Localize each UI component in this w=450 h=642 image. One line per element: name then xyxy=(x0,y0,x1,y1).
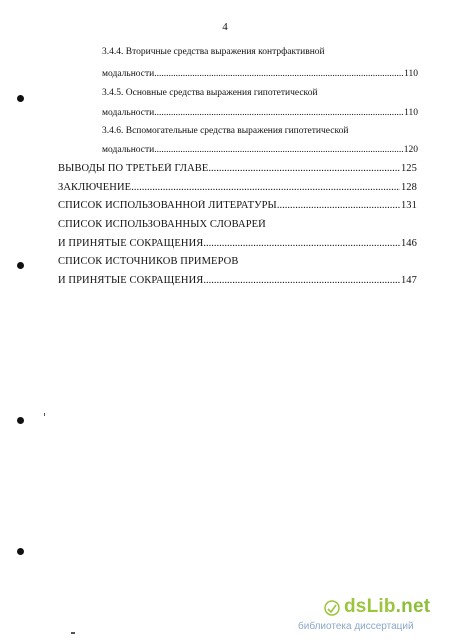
toc-entry-text: СПИСОК ИСТОЧНИКОВ ПРИМЕРОВ xyxy=(58,256,239,267)
toc-entry-dictionaries-title xyxy=(58,219,358,230)
toc-entry-text: модальности xyxy=(102,108,155,118)
toc-entry-text: 3.4.6. Вспомогательные средства выражения гипотетической xyxy=(102,126,349,136)
toc-entry-text: СПИСОК ИСПОЛЬЗОВАННЫХ СЛОВАРЕЙ xyxy=(58,219,266,230)
binder-hole-mark xyxy=(17,548,24,555)
toc-entry-dictionaries-cont xyxy=(58,238,417,249)
scan-speck xyxy=(44,413,45,416)
toc-page-number: 110 xyxy=(404,108,418,118)
toc-entry-3-4-4-cont xyxy=(102,69,418,79)
toc-entry-text: СПИСОК ИСПОЛЬЗОВАННОЙ ЛИТЕРАТУРЫ xyxy=(58,200,277,211)
toc-entry-text: 3.4.5. Основные средства выражения гипотетической xyxy=(102,88,318,98)
toc-entry-3-4-6-title xyxy=(102,126,417,136)
binder-hole-mark xyxy=(17,262,24,269)
toc-entry-3-4-5-cont xyxy=(102,108,418,118)
dslib-watermark xyxy=(296,596,446,636)
toc-entry-text: И ПРИНЯТЫЕ СОКРАЩЕНИЯ xyxy=(58,275,204,286)
toc-entry-3-4-6-cont xyxy=(102,145,418,155)
toc-entry-3-4-5-title xyxy=(102,88,402,98)
toc-page-number: 128 xyxy=(400,182,417,193)
leader-dots xyxy=(208,163,400,174)
dslib-logo-icon xyxy=(324,600,340,616)
toc-entry-text: модальности xyxy=(102,145,155,155)
watermark-logo-main: dsLib xyxy=(344,596,396,617)
toc-page-number: 125 xyxy=(400,163,417,174)
toc-page-number: 120 xyxy=(403,145,418,155)
leader-dots xyxy=(277,200,400,211)
toc-page-number: 110 xyxy=(404,69,418,79)
toc-entry-conclusion xyxy=(58,182,417,193)
toc-entry-sources-title xyxy=(58,256,358,267)
binder-hole-mark xyxy=(17,95,24,102)
toc-entry-conclusions-ch3 xyxy=(58,163,417,174)
toc-entry-3-4-4-title xyxy=(102,47,402,57)
leader-dots xyxy=(154,145,403,155)
toc-entry-text: ВЫВОДЫ ПО ТРЕТЬЕЙ ГЛАВЕ xyxy=(58,163,209,174)
leader-dots xyxy=(154,108,403,118)
toc-page-number: 146 xyxy=(400,238,417,249)
page-number: 4 xyxy=(222,21,228,33)
toc-entry-sources-cont xyxy=(58,275,417,286)
watermark-logo xyxy=(344,596,430,618)
toc-entry-text: 3.4.4. Вторичные средства выражения контрфактивной xyxy=(102,47,325,57)
watermark-subtitle: библиотека диссертаций xyxy=(298,621,414,632)
toc-entry-text: модальности xyxy=(102,69,155,79)
toc-entry-references xyxy=(58,200,417,211)
leader-dots xyxy=(203,238,400,249)
toc-entry-text: И ПРИНЯТЫЕ СОКРАЩЕНИЯ xyxy=(58,238,204,249)
binder-hole-mark xyxy=(17,417,24,424)
leader-dots xyxy=(203,275,400,286)
toc-entry-text: ЗАКЛЮЧЕНИЕ xyxy=(58,182,132,193)
toc-page-number: 131 xyxy=(400,200,417,211)
toc-page-number: 147 xyxy=(400,275,417,286)
leader-dots xyxy=(154,69,403,79)
watermark-logo-suffix: .net xyxy=(395,596,431,617)
scan-speck xyxy=(71,632,75,634)
leader-dots xyxy=(131,182,400,193)
